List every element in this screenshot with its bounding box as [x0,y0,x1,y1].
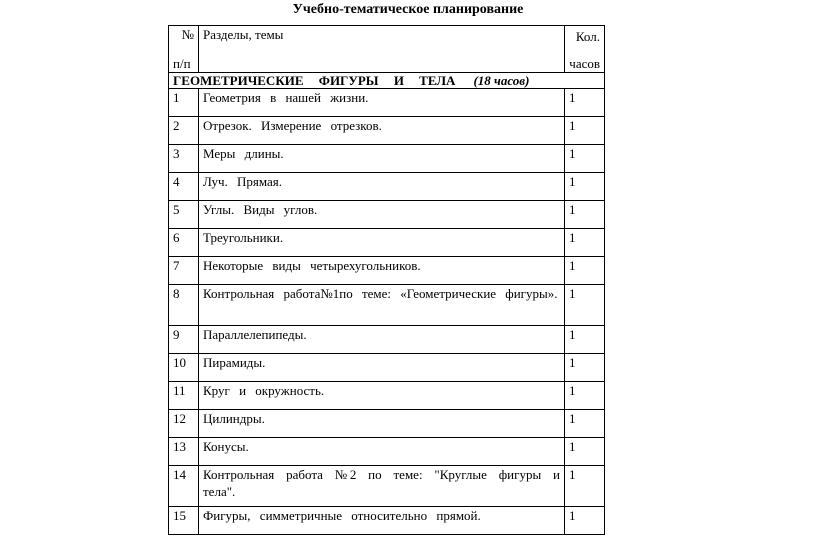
section-cell [169,73,605,89]
row-hours: 1 [565,257,605,285]
row-hours: 1 [565,201,605,229]
row-topic: Конусы. [199,438,565,466]
table-row [169,201,605,229]
table-row [169,89,605,117]
planning-table [168,25,605,535]
row-topic: Меры длины. [199,145,565,173]
row-hours: 1 [565,354,605,382]
section-hours: (18 часов) [473,73,530,88]
row-hours: 1 [565,382,605,410]
row-number: 1 [169,89,199,117]
row-topic: Пирамиды. [199,354,565,382]
row-number: 3 [169,145,199,173]
table-row [169,117,605,145]
page-title: Учебно-тематическое планирование [292,2,524,17]
row-hours: 1 [565,89,605,117]
row-hours: 1 [565,466,605,507]
row-number: 11 [169,382,199,410]
row-topic: Луч. Прямая. [199,173,565,201]
row-topic: Круг и окружность. [199,382,565,410]
row-hours: 1 [565,173,605,201]
table-row [169,326,605,354]
table-header-row [169,26,605,73]
header-number-sub-label: п/п [173,56,191,71]
row-topic: Некоторые виды четырехугольников. [199,257,565,285]
row-topic: Цилиндры. [199,410,565,438]
section-title: ГЕОМЕТРИЧЕСКИЕ ФИГУРЫ И ТЕЛА [173,73,456,88]
table-row [169,438,605,466]
row-number: 6 [169,229,199,257]
row-topic: Контрольная работа №2 по теме: "Круглые фигуры и тела". [199,466,565,507]
row-topic: Контрольная работа№1по теме: «Геометрические фигуры». [199,285,565,326]
row-hours: 1 [565,229,605,257]
header-topic-cell: Разделы, темы [199,26,565,73]
row-topic: Углы. Виды углов. [199,201,565,229]
row-number: 13 [169,438,199,466]
header-count-sub-label: часов [569,56,600,71]
row-number: 4 [169,173,199,201]
table-row [169,382,605,410]
table-row [169,229,605,257]
header-count-label: Кол. [575,29,600,44]
row-number: 10 [169,354,199,382]
table-row [169,285,605,326]
table-row [169,354,605,382]
table-row [169,145,605,173]
table-row [169,410,605,438]
table-row [169,257,605,285]
row-hours: 1 [565,507,605,535]
row-hours: 1 [565,326,605,354]
table-body [169,89,605,535]
row-number: 2 [169,117,199,145]
header-number-label: № [181,27,194,42]
row-hours: 1 [565,438,605,466]
row-hours: 1 [565,145,605,173]
row-number: 8 [169,285,199,326]
row-topic: Геометрия в нашей жизни. [199,89,565,117]
row-hours: 1 [565,117,605,145]
row-topic: Треугольники. [199,229,565,257]
row-number: 5 [169,201,199,229]
table-row [169,507,605,535]
table-row [169,466,605,507]
section-row [169,73,605,89]
table-row [169,173,605,201]
row-topic: Фигуры, симметричные относительно прямой. [199,507,565,535]
row-hours: 1 [565,410,605,438]
row-number: 9 [169,326,199,354]
row-number: 12 [169,410,199,438]
row-topic: Отрезок. Измерение отрезков. [199,117,565,145]
row-number: 7 [169,257,199,285]
row-hours: 1 [565,285,605,326]
header-count-cell [565,26,605,73]
row-number: 15 [169,507,199,535]
row-number: 14 [169,466,199,507]
header-number-cell [169,26,199,73]
row-topic: Параллелепипеды. [199,326,565,354]
